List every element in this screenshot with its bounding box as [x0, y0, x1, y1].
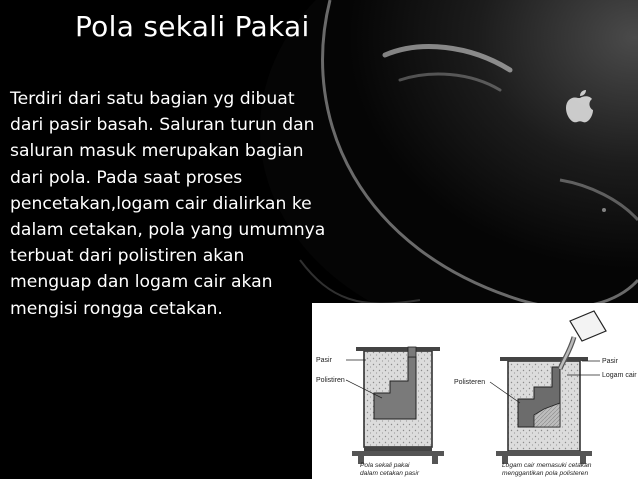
body-line: dari pasir basah. Saluran turun dan [10, 115, 315, 136]
label-logam-cair: Logam cair [602, 372, 637, 379]
left-caption-line1: Pola sekali pakai [360, 462, 410, 469]
casting-diagram [312, 303, 638, 479]
label-pasir-right: Pasir [602, 358, 618, 365]
left-caption-line2: dalam cetakan pasir [360, 470, 420, 477]
body-line: dari pola. Pada saat proses [10, 167, 243, 188]
body-line: mengisi rongga cetakan. [10, 298, 223, 319]
slide-body-text [10, 86, 380, 322]
label-polistiren: Polistiren [316, 377, 345, 384]
right-mold-diagram [454, 311, 637, 477]
label-pasir-left: Pasir [316, 357, 332, 364]
slide-title: Pola sekali Pakai [75, 10, 310, 43]
body-line: menguap dan logam cair akan [10, 272, 273, 293]
right-caption-line2: menggantikan pola polisteren [502, 470, 589, 477]
label-polisteren: Polisteren [454, 379, 486, 386]
right-caption-line1: Logam cair memasuki cetakan [502, 462, 592, 469]
body-line: dalam cetakan, pola yang umumnya [10, 220, 326, 241]
left-mold-diagram [316, 347, 444, 477]
body-line: pencetakan,logam cair dialirkan ke [10, 193, 312, 214]
body-line: saluran masuk merupakan bagian [10, 141, 304, 162]
body-line: Terdiri dari satu bagian yg dibuat [10, 89, 295, 109]
body-line: terbuat dari polistiren akan [10, 246, 245, 267]
